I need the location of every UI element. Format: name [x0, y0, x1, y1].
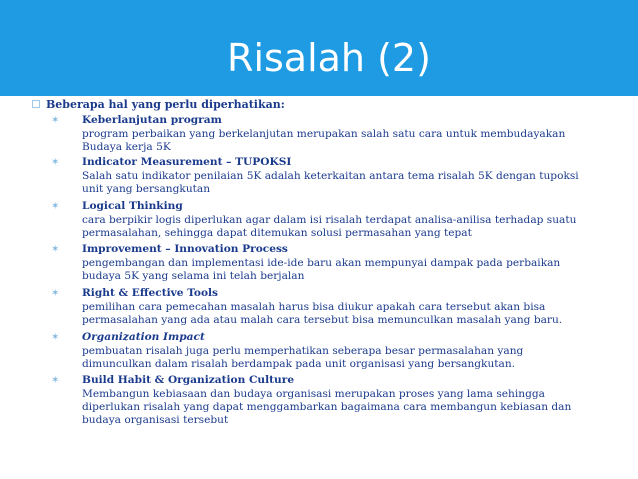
item-heading: Logical Thinking: [82, 200, 183, 212]
list-item: [51, 331, 584, 371]
item-heading: Build Habit & Organization Culture: [82, 374, 295, 386]
item-heading: Right & Effective Tools: [82, 287, 219, 299]
item-heading: Organization Impact: [82, 331, 205, 343]
item-description: Salah satu indikator penilaian 5K adalah keterkaitan antara tema risalah 5K dengan tupoksi unit yang bersangkutan: [82, 170, 579, 195]
item-description: pembuatan risalah juga perlu memperhatikan seberapa besar permasalahan yang dimunculkan dalam risalah berdampak pada unit organisasi yang bersangkutan.: [82, 345, 524, 370]
list-item: [51, 243, 584, 283]
item-heading: Keberlanjutan program: [82, 114, 222, 126]
star-bullet-icon: ✶: [51, 375, 60, 386]
star-bullet-icon: ✶: [51, 332, 60, 343]
item-heading: Indicator Measurement – TUPOKSI: [82, 156, 292, 168]
star-bullet-icon: ✶: [51, 157, 60, 168]
list-item: [51, 156, 584, 196]
list-item: [51, 114, 584, 154]
star-bullet-icon: ✶: [51, 115, 60, 126]
star-bullet-icon: ✶: [51, 288, 60, 299]
item-description: pemilihan cara pemecahan masalah harus bisa diukur apakah cara tersebut akan bisa permasalahan yang ada atau malah cara tersebut bisa memunculkan masalah yang baru.: [82, 301, 563, 326]
slide-title: Risalah (2): [227, 36, 431, 80]
item-description: program perbaikan yang berkelanjutan merupakan salah satu cara untuk membudayakan Budaya kerja 5K: [82, 128, 566, 153]
item-heading: Improvement – Innovation Process: [82, 243, 288, 255]
lead-bullet-icon: [32, 100, 40, 108]
list-item: [51, 374, 584, 427]
star-bullet-icon: ✶: [51, 201, 60, 212]
item-description: pengembangan dan implementasi ide-ide baru akan mempunyai dampak pada perbaikan budaya 5K yang selama ini telah berjalan: [82, 257, 561, 282]
star-bullet-icon: ✶: [51, 244, 60, 255]
lead-text: Beberapa hal yang perlu diperhatikan:: [46, 98, 285, 111]
item-description: cara berpikir logis diperlukan agar dalam isi risalah terdapat analisa-anilisa terhadap suatu permasalahan, sehingga dapat ditemukan solusi permasahan yang tepat: [82, 214, 577, 239]
list-item: [51, 287, 584, 327]
item-description: Membangun kebiasaan dan budaya organisasi merupakan proses yang lama sehingga diperlukan risalah yang dapat menggambarkan bagaimana cara membangun kebiasan dan budaya organisasi tersebut: [82, 388, 572, 426]
list-item: [51, 200, 584, 240]
